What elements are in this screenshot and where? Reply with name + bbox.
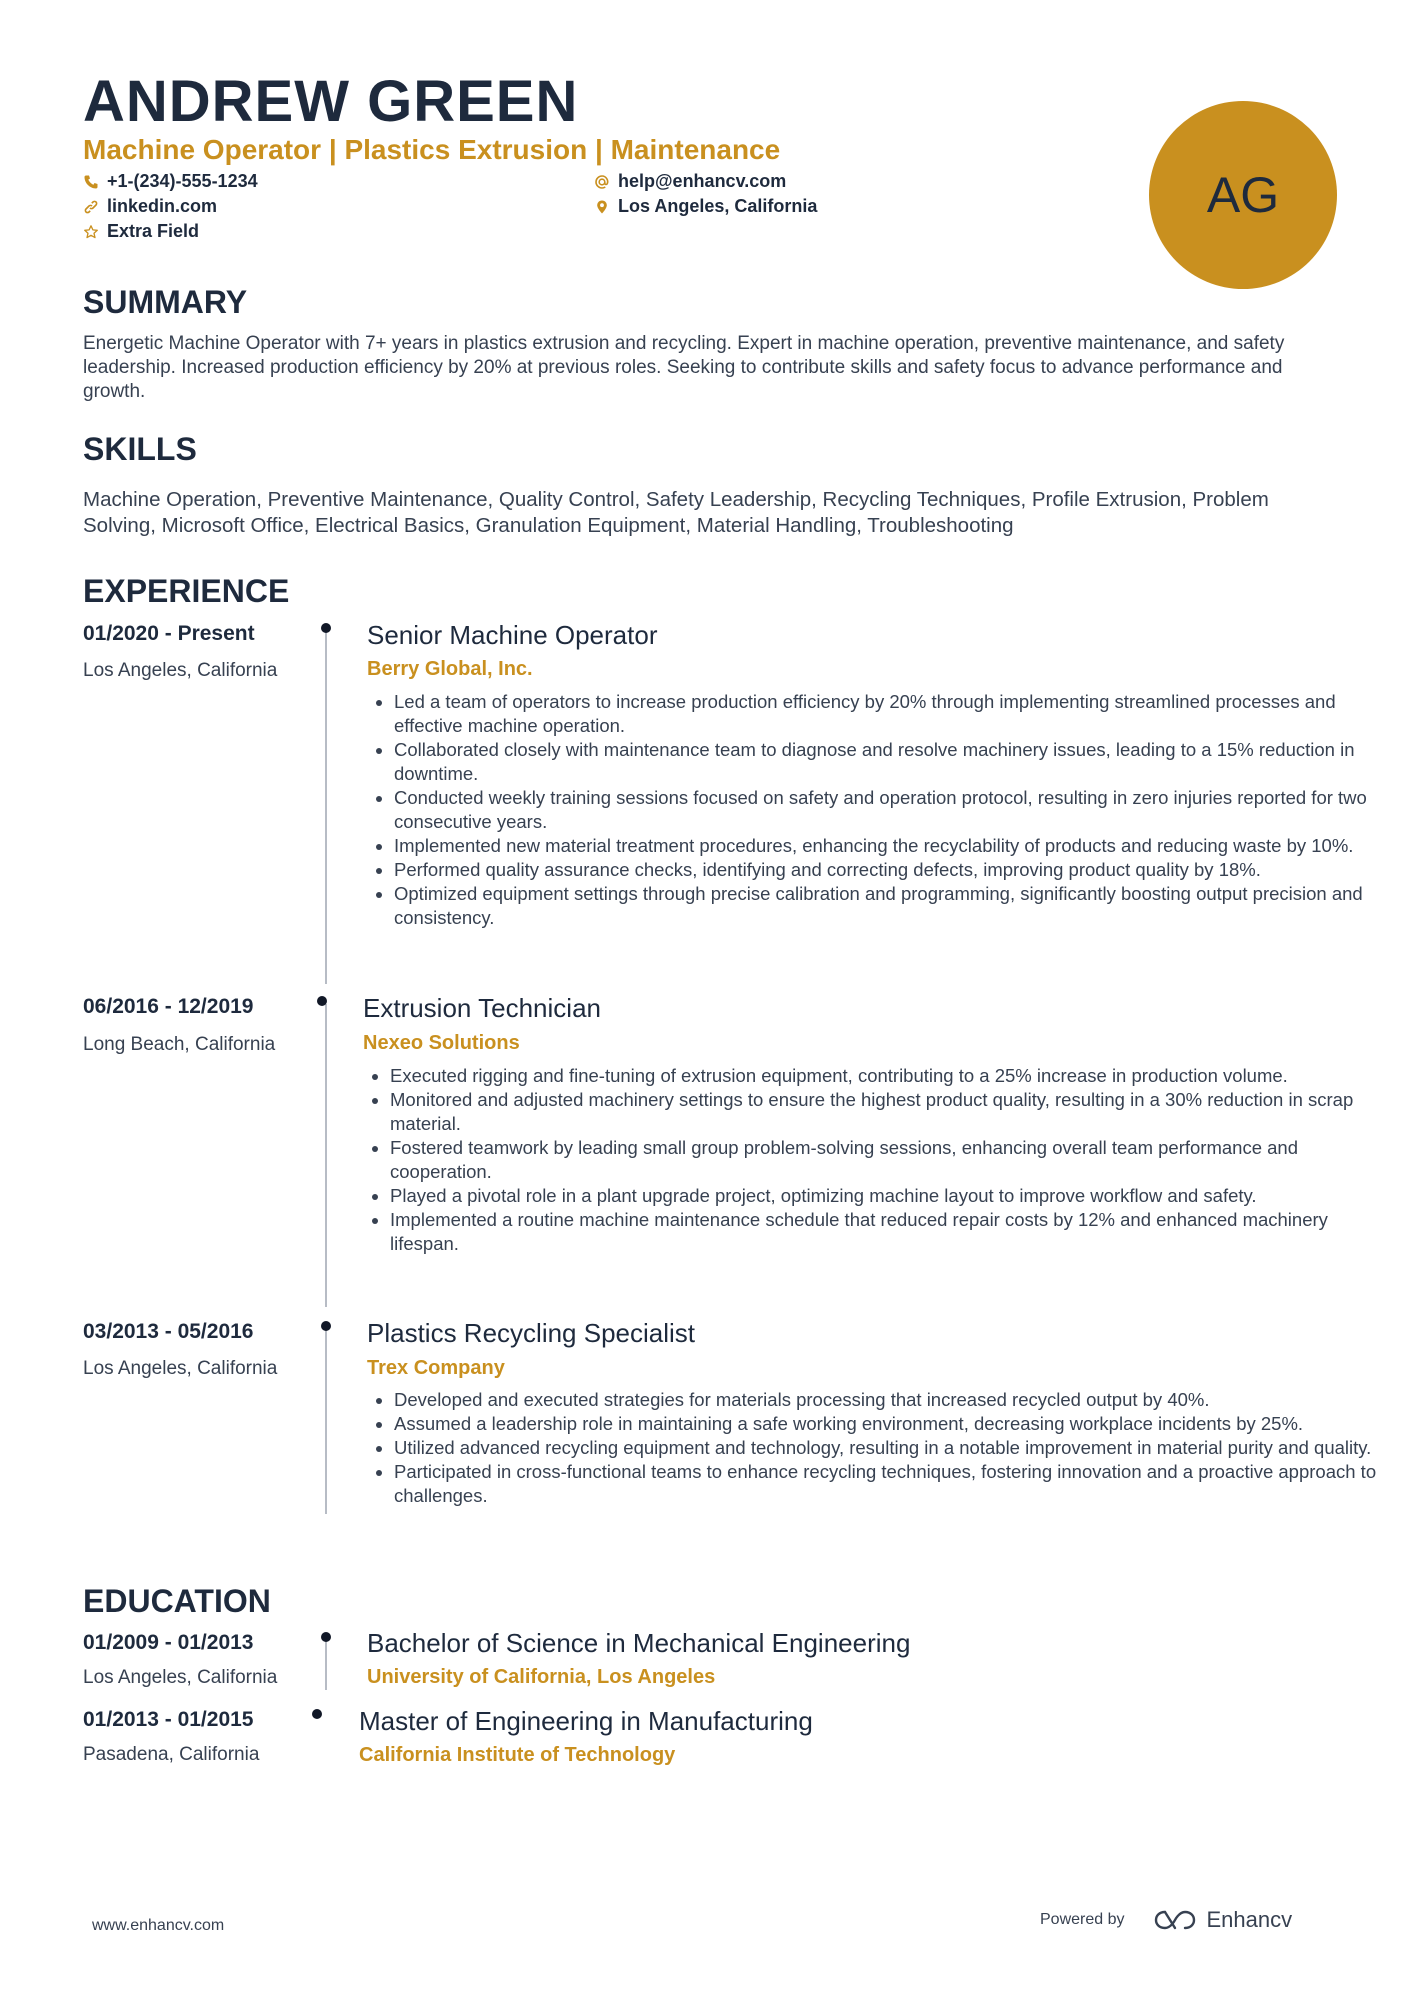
list-item: • Collaborated closely with maintenance team to diagnose and resolve machinery issues, leading to a 15% reduction in downtime. <box>394 738 1394 786</box>
list-item: • Executed rigging and fine-tuning of extrusion equipment, contributing to a 25% increase in production volume. <box>390 1064 1390 1088</box>
contact-phone <box>83 171 258 192</box>
job-company: Nexeo Solutions <box>363 1032 520 1054</box>
job-location: Long Beach, California <box>83 1034 276 1055</box>
skills-heading: SKILLS <box>83 431 197 467</box>
footer-branding <box>1040 1907 1292 1933</box>
skills-text: Machine Operation, Preventive Maintenance, Quality Control, Safety Leadership, Recycling Techniques, Profile Extrusion, Problem Solving, Microsoft Office, Electrical Basics, Granulation Equipment, Material Handling, Troubleshooting <box>83 488 1269 537</box>
timeline-line <box>325 631 327 984</box>
job-company: Trex Company <box>367 1357 505 1379</box>
phone-text: +1-(234)-555-1234 <box>107 171 258 191</box>
star-icon <box>83 224 99 240</box>
extra-field-text: Extra Field <box>107 221 200 241</box>
avatar <box>1149 101 1337 289</box>
contact-extra <box>83 221 199 242</box>
summary-heading: SUMMARY <box>83 284 248 320</box>
job-location: Los Angeles, California <box>83 1358 278 1379</box>
list-item: • Implemented new material treatment procedures, enhancing the recyclability of products and reducing waste by 10%. <box>394 834 1394 858</box>
job-dates: 01/2020 - Present <box>83 622 255 645</box>
list-item: • Monitored and adjusted machinery settings to ensure the highest product quality, resulting in a 30% reduction in scrap material. <box>390 1088 1390 1136</box>
linkedin-text: linkedin.com <box>107 196 218 216</box>
job-bullets <box>366 1064 1390 1256</box>
experience-heading: EXPERIENCE <box>83 573 290 609</box>
contact-email <box>594 171 786 192</box>
timeline-dot <box>321 1632 331 1642</box>
contact-location <box>594 196 817 217</box>
job-location: Los Angeles, California <box>83 660 278 681</box>
timeline-line <box>325 1640 327 1690</box>
education-school: California Institute of Technology <box>359 1744 676 1766</box>
timeline-dot <box>312 1709 322 1719</box>
list-item: • Utilized advanced recycling equipment and technology, resulting in a notable improvement in material purity and quality. <box>394 1436 1394 1460</box>
at-icon <box>594 174 610 190</box>
enhancv-brand-text: Enhancv <box>1206 1907 1293 1932</box>
timeline-line <box>325 1004 327 1307</box>
powered-by-text: Powered by <box>1040 1911 1125 1928</box>
timeline-dot <box>317 996 327 1006</box>
summary-text: Energetic Machine Operator with 7+ years in plastics extrusion and recycling. Expert in machine operation, preventive maintenance, and safety leadership. Increased production efficiency by 20% at previous roles. Seeking to contribute skills and safety focus to advance performance and growth. <box>83 333 1285 402</box>
footer-website: www.enhancv.com <box>92 1917 225 1934</box>
list-item: • Optimized equipment settings through precise calibration and programming, significantly boosting output precision and consistency. <box>394 882 1394 930</box>
list-item: • Participated in cross-functional teams to enhance recycling techniques, fostering innovation and a proactive approach to challenges. <box>394 1460 1394 1508</box>
list-item: • Fostered teamwork by leading small group problem-solving sessions, enhancing overall team performance and cooperation. <box>390 1136 1390 1184</box>
education-location: Pasadena, California <box>83 1744 260 1765</box>
job-company: Berry Global, Inc. <box>367 658 533 680</box>
education-degree: Bachelor of Science in Mechanical Engineering <box>367 1628 911 1658</box>
list-item: • Led a team of operators to increase production efficiency by 20% through implementing streamlined processes and effective machine operation. <box>394 690 1394 738</box>
avatar-initials: AG <box>1206 167 1280 223</box>
education-school: University of California, Los Angeles <box>367 1666 716 1688</box>
job-title: Extrusion Technician <box>363 993 601 1023</box>
phone-icon <box>83 174 99 190</box>
list-item: • Assumed a leadership role in maintaining a safe working environment, decreasing workplace incidents by 25%. <box>394 1412 1394 1436</box>
timeline-dot <box>321 1321 331 1331</box>
link-icon <box>83 199 99 215</box>
job-dates: 06/2016 - 12/2019 <box>83 995 254 1018</box>
enhancv-logo-icon <box>1153 1908 1197 1932</box>
enhancv-brand <box>1153 1907 1293 1933</box>
email-text: help@enhancv.com <box>618 171 787 191</box>
education-heading: EDUCATION <box>83 1583 271 1619</box>
education-location: Los Angeles, California <box>83 1667 278 1688</box>
list-item: • Conducted weekly training sessions focused on safety and operation protocol, resulting in zero injuries reported for two consecutive years. <box>394 786 1394 834</box>
list-item: • Implemented a routine machine maintenance schedule that reduced repair costs by 12% and enhanced machinery lifespan. <box>390 1208 1390 1256</box>
candidate-headline: Machine Operator | Plastics Extrusion | Maintenance <box>83 134 781 165</box>
job-dates: 03/2013 - 05/2016 <box>83 1320 254 1343</box>
education-dates: 01/2009 - 01/2013 <box>83 1631 254 1654</box>
timeline-dot <box>321 623 331 633</box>
job-bullets <box>370 690 1394 930</box>
location-text: Los Angeles, California <box>618 196 818 216</box>
list-item: • Developed and executed strategies for materials processing that increased recycled output by 40%. <box>394 1388 1394 1412</box>
education-dates: 01/2013 - 01/2015 <box>83 1708 254 1731</box>
education-degree: Master of Engineering in Manufacturing <box>359 1706 813 1736</box>
job-title: Senior Machine Operator <box>367 620 658 650</box>
location-pin-icon <box>594 199 610 215</box>
timeline-line <box>325 1330 327 1514</box>
list-item: • Played a pivotal role in a plant upgrade project, optimizing machine layout to improve workflow and safety. <box>390 1184 1390 1208</box>
list-item: • Performed quality assurance checks, identifying and correcting defects, improving product quality by 18%. <box>394 858 1394 882</box>
contact-linkedin <box>83 196 217 217</box>
candidate-name: ANDREW GREEN <box>83 69 579 134</box>
job-bullets <box>370 1388 1394 1508</box>
job-title: Plastics Recycling Specialist <box>367 1318 696 1348</box>
